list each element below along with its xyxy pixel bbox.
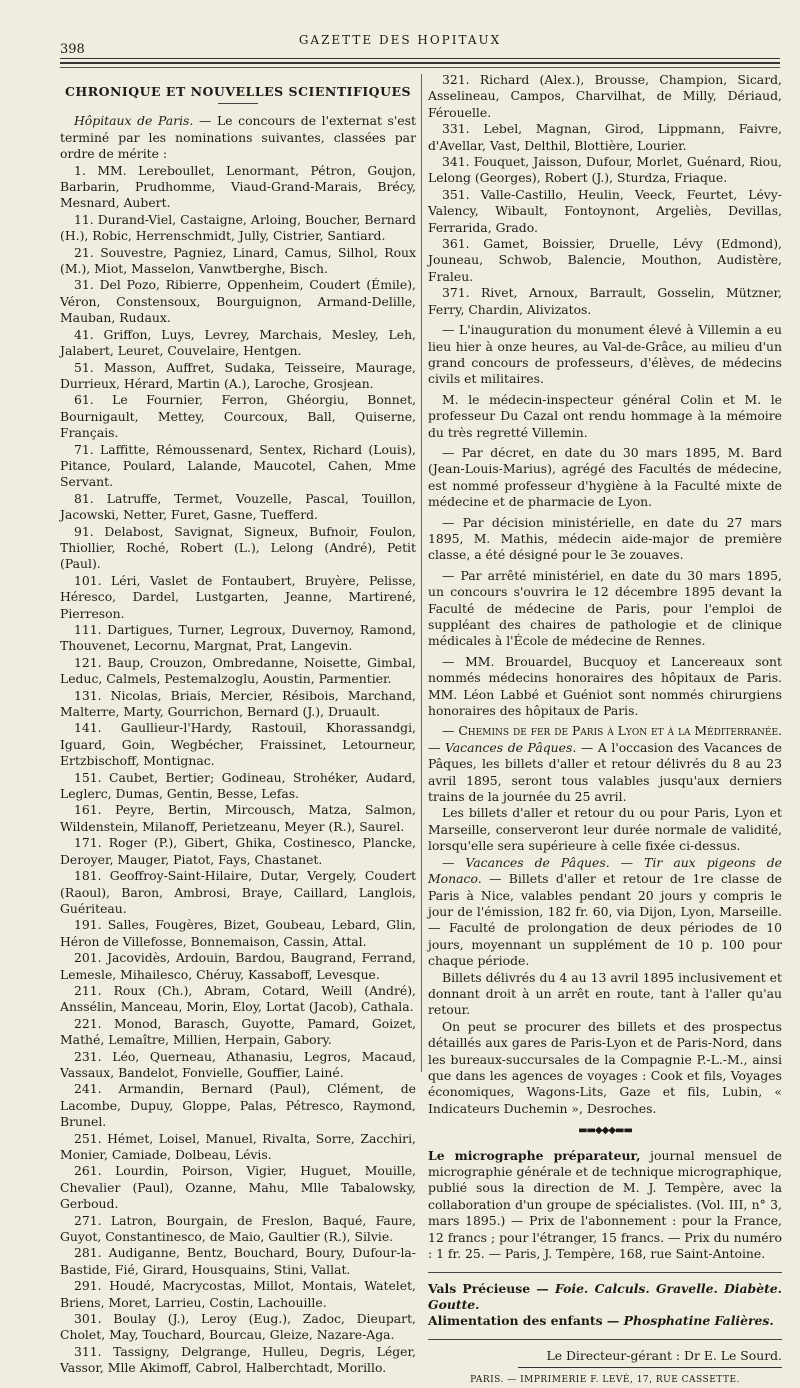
- column-divider: [421, 74, 422, 1072]
- rank-entry: 61. Le Fournier, Ferron, Ghéorgiu, Bonnet, Bournigault, Mettey, Courcoux, Ball, Quiserne, Français.: [60, 392, 416, 441]
- header-rule: [60, 58, 780, 59]
- rank-entry: 141. Gaullieur-l'Hardy, Rastouil, Khorassandgi, Iguard, Goin, Wegbécher, Fraissinet, Letourneur, Ertzbischoff, Montignac.: [60, 720, 416, 769]
- ad-line: [428, 1313, 782, 1329]
- rank-entry: 201. Jacovidès, Ardouin, Bardou, Baugrand, Ferrand, Lemesle, Mihailesco, Chéruy, Kassaboff, Levesque.: [60, 950, 416, 982]
- rank-entry: 231. Léo, Querneau, Athanasiu, Legros, Macaud, Vassaux, Bandelot, Fonvielle, Gouffier, Lainé.: [60, 1048, 416, 1080]
- news-item: — Par arrêté ministériel, en date du 30 mars 1895, un concours s'ouvrira le 12 décembre 1895 devant la Faculté de médecine de Paris, pour l'emploi de suppléant des chaires de pathologie et de clinique médicales à l'École de médecine de Rennes.: [428, 567, 782, 649]
- header-rule: [60, 67, 780, 68]
- running-title: GAZETTE DES HOPITAUX: [298, 33, 502, 47]
- ad-value: Foie. Calculs. Gravelle. Diabète. Goutte.: [428, 1281, 782, 1313]
- rail-notice: [428, 723, 782, 805]
- rank-entry: 351. Valle-Castillo, Heulin, Veeck, Feurtet, Lévy-Valency, Wibault, Fontoynont, Argeliès, Devillas, Ferrarida, Grado.: [428, 186, 782, 235]
- rail-label: — Chemins de fer de Paris à Lyon et à la Méditerranée. —: [428, 723, 782, 755]
- rank-entry: 331. Lebel, Magnan, Girod, Lippmann, Faivre, d'Avellar, Vast, Delthil, Blottière, Lourier.: [428, 121, 782, 153]
- rank-entry: 101. Léri, Vaslet de Fontaubert, Bruyère, Pelisse, Héresco, Dardel, Lustgarten, Jeanne, Martirené, Pierreson.: [60, 572, 416, 621]
- rank-entry: 131. Nicolas, Briais, Mercier, Résibois, Marchand, Malterre, Marty, Gourrichon, Bernard (J.), Druault.: [60, 687, 416, 720]
- news-block: [428, 322, 782, 1117]
- rank-entry: 151. Caubet, Bertier; Godineau, Strohéker, Audard, Leglerc, Dumas, Gentin, Besse, Lefas.: [60, 769, 416, 802]
- rank-entry: 361. Gamet, Boissier, Druelle, Lévy (Edmond), Jouneau, Schwob, Balencie, Mouthon, Audistère, Fraleu.: [428, 236, 782, 284]
- rank-entry: 341. Fouquet, Jaisson, Dufour, Morlet, Guénard, Riou, Lelong (Georges), Robert (J.), Sturdza, Friaque.: [428, 154, 782, 186]
- rank-entry: 81. Latruffe, Termet, Vouzelle, Pascal, Touillon, Jacowski, Netter, Furet, Gasne, Tuefferd.: [60, 490, 416, 523]
- rank-entry: 291. Houdé, Macrycostas, Millot, Montais, Watelet, Briens, Moret, Larrieu, Costin, Lachouille.: [60, 1278, 416, 1310]
- ranks-list: [428, 72, 782, 318]
- rank-entry: 171. Roger (P.), Gibert, Ghika, Costinesco, Plancke, Deroyer, Mauger, Piatot, Fays, Chastanet.: [60, 835, 416, 867]
- ad-value: Phosphatine Falières.: [623, 1313, 774, 1329]
- rank-entry: 371. Rivet, Arnoux, Barrault, Gosselin, Mützner, Ferry, Chardin, Alivizatos.: [428, 285, 782, 317]
- rank-entry: 211. Roux (Ch.), Abram, Cotard, Weill (André), Anssélin, Manceau, Morin, Eloy, Lortat (Jacob), Cathala.: [60, 982, 416, 1015]
- right-column: [428, 72, 782, 1388]
- rail-notice: Billets délivrés du 4 au 13 avril 1895 inclusivement et donnant droit à un arrêt en route, tant à l'aller qu'au retour.: [428, 969, 782, 1018]
- rail-notice: On peut se procurer des billets et des prospectus détaillés aux gares de Paris-Lyon et de Paris-Nord, dans les bureaux-succursales de la Compagnie P.-L.-M., ainsi que dans les agences de voyages : Cook et fils, Voyages économiques, Wagons-Lits, Gaze et fils, Lubin, « Indicateurs Duchemin », Desroches.: [428, 1018, 782, 1116]
- intro-label: Hôpitaux de Paris.: [74, 113, 194, 129]
- page-number: 398: [60, 42, 85, 57]
- rank-entry: 301. Boulay (J.), Leroy (Eug.), Zadoc, Dieupart, Cholet, May, Touchard, Bourcau, Gleize, Nazare-Aga.: [60, 1311, 416, 1343]
- rank-entry: 271. Latron, Bourgain, de Freslon, Baqué, Faure, Guyot, Constantinesco, de Maio, Gaultier (R.), Silvie.: [60, 1212, 416, 1245]
- rail-notice: Les billets d'aller et retour du ou pour Paris, Lyon et Marseille, conserveront leur durée normale de validité, lorsqu'elle sera supérieure à celle fixée ci-dessus.: [428, 805, 782, 854]
- rank-entry: 1. MM. Lereboullet, Lenormant, Pétron, Goujon, Barbarin, Prudhomme, Viaud-Grand-Marais, Brécy, Mesnard, Aubert.: [60, 162, 416, 211]
- ornament-divider: ▬▬◆◆◆▬▬: [578, 1125, 632, 1137]
- rank-entry: 181. Geoffroy-Saint-Hilaire, Dutar, Vergely, Coudert (Raoul), Baron, Ambrosi, Braye, Caillard, Langlois, Guériteau.: [60, 868, 416, 916]
- ad-rule: [428, 1339, 782, 1340]
- rail-label: — Vacances de Pâques. — Tir aux pigeons de Monaco.: [428, 854, 782, 887]
- rail-text: — Billets d'aller et retour de 1re classe de Paris à Nice, valables pendant 20 jours y compris le jour de l'émission, 182 fr. 60, via Dijon, Lyon, Marseille. — Faculté de prolongation de deux périodes de 10 jours, moyennant un supplément de 10 p. 100 pour chaque période.: [428, 871, 782, 969]
- rail-sub: Vacances de Pâques.: [444, 739, 577, 755]
- printer-imprint: PARIS. — IMPRIMERIE F. LEVÉ, 17, RUE CASSETTE.: [470, 1374, 740, 1385]
- news-item: — L'inauguration du monument élevé à Villemin a eu lieu hier à onze heures, au Val-de-Grâce, au milieu d'un grand concours de professeurs, d'élèves, de médecins civils et militaires.: [428, 322, 782, 387]
- intro-paragraph: [60, 113, 416, 162]
- rank-entry: 261. Lourdin, Poirson, Vigier, Huguet, Mouille, Chevalier (Paul), Ozanne, Mahu, Mlle Tabalowsky, Gerboud.: [60, 1163, 416, 1212]
- signature: Le Directeur-gérant : Dr E. Le Sourd.: [546, 1348, 782, 1364]
- rank-entry: 311. Tassigny, Delgrange, Hulleu, Degris, Léger, Vassor, Mlle Akimoff, Cabrol, Halberchtadt, Morillo.: [60, 1343, 416, 1376]
- ad-label: Alimentation des enfants —: [428, 1313, 620, 1329]
- rank-entry: 91. Delabost, Savignat, Signeux, Bufnoir, Foulon, Thiollier, Roché, Robert (L.), Lelong (André), Petit (Paul).: [60, 523, 416, 572]
- left-column: [60, 72, 416, 1377]
- news-item: — Par décret, en date du 30 mars 1895, M. Bard (Jean-Louis-Marius), agrégé des Facultés de médecine, est nommé professeur d'hygiène à la Faculté mixte de médecine et de pharmacie de Lyon.: [428, 444, 782, 510]
- micrographe-text: journal mensuel de micrographie générale et de technique micrographique, publié sous la direction de M. J. Tempère, avec la collaboration d'un groupe de spécialistes. (Vol. III, n° 3, mars 1895.) — Prix de l'abonnement : pour la France, 12 francs ; pour l'étranger, 15 francs. — Prix du numéro : 1 fr. 25. — Paris, J. Tempère, 168, rue Saint-Antoine.: [428, 1147, 782, 1262]
- ad-rule: [428, 1272, 782, 1273]
- micrographe-title: Le micrographe préparateur,: [428, 1147, 641, 1163]
- rank-entry: 11. Durand-Viel, Castaigne, Arloing, Boucher, Bernard (H.), Robic, Herrenschmidt, Jully, Cistrier, Santiard.: [60, 211, 416, 244]
- intro-text: — Le concours de l'externat s'est terminé par les nominations suivantes, classées par ordre de mérite :: [60, 113, 416, 162]
- signature-rule: [518, 1367, 782, 1368]
- rank-entry: 241. Armandin, Bernard (Paul), Clément, de Lacombe, Dupuy, Gloppe, Palas, Pétresco, Raymond, Brunel.: [60, 1081, 416, 1130]
- ranks-list: [60, 163, 416, 1377]
- rank-entry: 71. Laffitte, Rémoussenard, Sentex, Richard (Louis), Pitance, Poulard, Lalande, Maucotel, Cahen, Mme Servant.: [60, 441, 416, 490]
- rank-entry: 321. Richard (Alex.), Brousse, Champion, Sicard, Asselineau, Campos, Charvilhat, de Milly, Dériaud, Férouelle.: [428, 72, 782, 120]
- rank-entry: 121. Baup, Crouzon, Ombredanne, Noisette, Gimbal, Leduc, Calmels, Pestemalzoglu, Aoustin, Parmentier.: [60, 654, 416, 687]
- rank-entry: 21. Souvestre, Pagniez, Linard, Camus, Silhol, Roux (M.), Miot, Masselon, Vanwtberghe, Bisch.: [60, 244, 416, 277]
- rank-entry: 251. Hémet, Loisel, Manuel, Rivalta, Sorre, Zacchiri, Monier, Camiade, Dolbeau, Lévis.: [60, 1130, 416, 1162]
- header-rule: [60, 62, 780, 64]
- rail-notice: [428, 855, 782, 970]
- heading-rule: [218, 103, 258, 104]
- rank-entry: 221. Monod, Barasch, Guyotte, Pamard, Goizet, Mathé, Lemaître, Millien, Herpain, Gabory.: [60, 1015, 416, 1048]
- rank-entry: 41. Griffon, Luys, Levrey, Marchais, Mesley, Leh, Jalabert, Leuret, Couvelaire, Hentgen.: [60, 326, 416, 359]
- rank-entry: 111. Dartigues, Turner, Legroux, Duvernoy, Ramond, Thouvenet, Lecornu, Margnat, Prat, Langevin.: [60, 622, 416, 654]
- section-heading: CHRONIQUE ET NOUVELLES SCIENTIFIQUES: [64, 84, 412, 99]
- ad-line: [428, 1281, 782, 1313]
- news-item: M. le médecin-inspecteur général Colin et M. le professeur Du Cazal ont rendu hommage à la mémoire du très regretté Villemin.: [428, 391, 782, 440]
- rank-entry: 31. Del Pozo, Ribierre, Oppenheim, Coudert (Émile), Véron, Constensoux, Bourguignon, Armand-Delille, Mauban, Rudaux.: [60, 277, 416, 326]
- micrographe-notice: [428, 1148, 782, 1263]
- news-item: — MM. Brouardel, Bucquoy et Lancereaux sont nommés médecins honoraires des hôpitaux de Paris. MM. Léon Labbé et Guéniot sont nommés chirurgiens honoraires des hôpitaux de Paris.: [428, 653, 782, 719]
- rank-entry: 161. Peyre, Bertin, Mircousch, Matza, Salmon, Wildenstein, Milanoff, Perietzeanu, Meyer (R.), Saurel.: [60, 802, 416, 834]
- rank-entry: 281. Audiganne, Bentz, Bouchard, Boury, Dufour-la-Bastide, Fié, Girard, Housquains, Stini, Vallat.: [60, 1245, 416, 1277]
- rank-entry: 51. Masson, Auffret, Sudaka, Teisseire, Maurage, Durrieux, Hérard, Martin (A.), Laroche, Grosjean.: [60, 359, 416, 391]
- rank-entry: 191. Salles, Fougères, Bizet, Goubeau, Lebard, Glin, Héron de Villefosse, Bonnemaison, Cassin, Attal.: [60, 917, 416, 949]
- rail-text: — A l'occasion des Vacances de Pâques, les billets d'aller et retour délivrés du 8 au 23 avril 1895, seront tous valables jusqu'aux derniers trains de la journée du 25 avril.: [428, 739, 782, 805]
- news-item: — Par décision ministérielle, en date du 27 mars 1895, M. Mathis, médecin aide-major de première classe, a été désigné pour le 3e zouaves.: [428, 514, 782, 563]
- ad-label: Vals Précieuse —: [428, 1281, 549, 1297]
